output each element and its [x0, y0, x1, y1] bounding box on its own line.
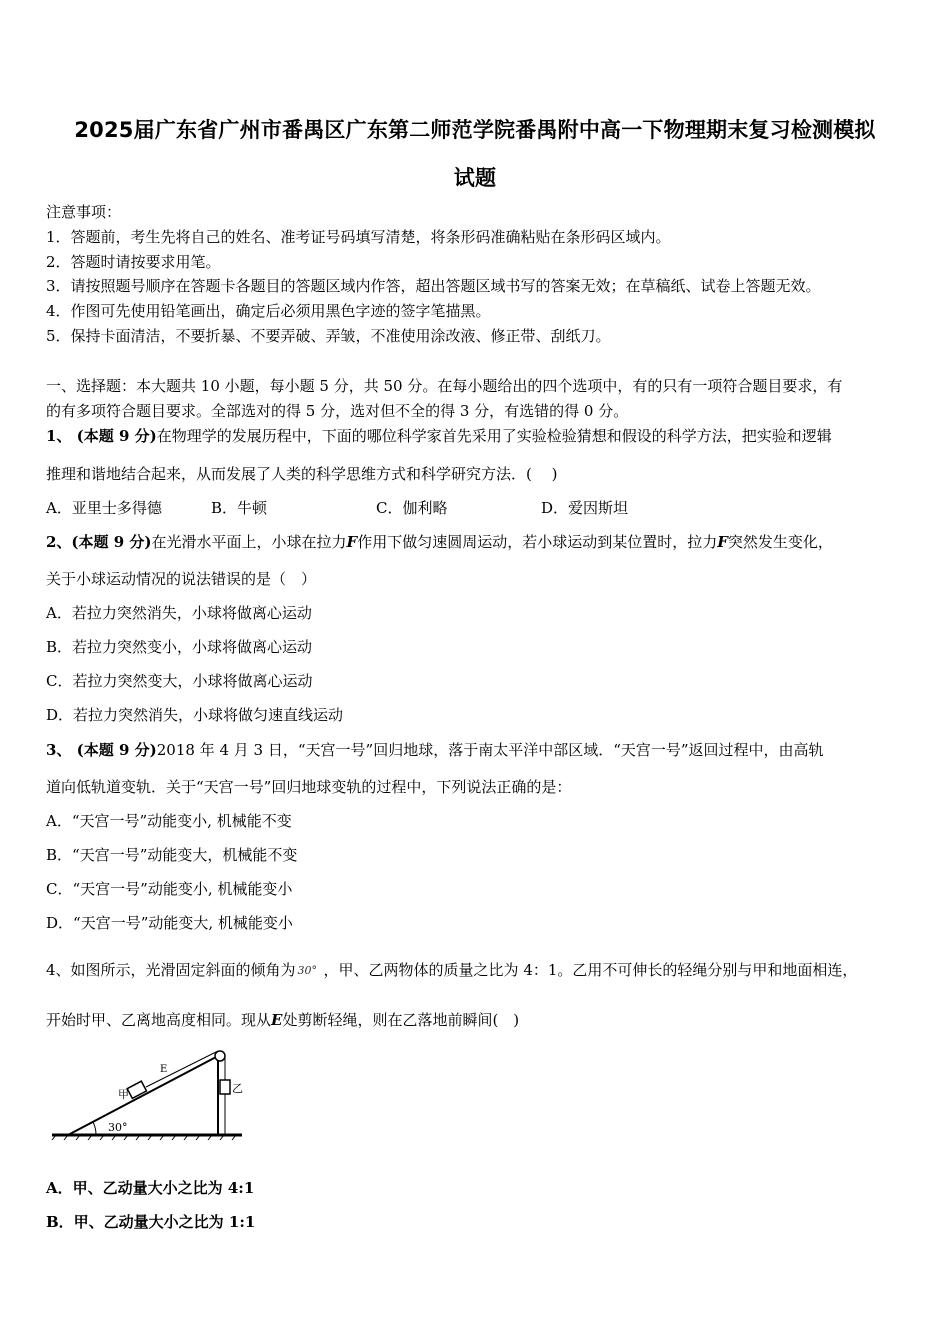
- option-b-text: B．甲、乙动量大小之比为 1:1: [46, 1213, 256, 1231]
- notice-heading: 注意事项：: [46, 203, 122, 221]
- question-2-stem-continued: 关于小球运动情况的说法错误的是（ ）: [46, 570, 317, 588]
- question-2-stem: 突然发生变化，: [727, 533, 833, 551]
- page-title-continued: 试题: [453, 166, 497, 190]
- incline-surface: [68, 1056, 218, 1135]
- incline-diagram: [46, 1044, 246, 1144]
- option-d: D．“天宫一号”动能变大, 机械能变小: [46, 914, 293, 932]
- option-d: D．爱因斯坦: [541, 499, 629, 517]
- option-b: B．若拉力突然变小，小球将做离心运动: [46, 638, 313, 656]
- question-4: [46, 960, 857, 980]
- cut-point-symbol: E: [271, 1011, 283, 1029]
- force-symbol: F: [717, 533, 728, 551]
- question-1-options: [46, 498, 628, 518]
- notice-item: 1．答题前，考生先将自己的姓名、准考证号码填写清楚，将条形码准确粘贴在条形码区域内。: [46, 228, 671, 246]
- question-1-stem: 在物理学的发展历程中，下面的哪位科学家首先采用了实验检验猜想和假设的科学方法，把实验和逻辑: [156, 427, 832, 445]
- label-jia: 甲: [118, 1088, 129, 1101]
- question-4-stem: 4、如图所示，光滑固定斜面的倾角为: [46, 961, 296, 979]
- question-1-prefix: 1、 (本题 9 分): [46, 427, 157, 445]
- option-a: A．若拉力突然消失，小球将做离心运动: [46, 604, 312, 622]
- section-intro-continued: 的有多项符合题目要求。全部选对的得 5 分，选对但不全的得 3 分，有选错的得 0 分。: [46, 402, 629, 420]
- notice-item: 4．作图可先使用铅笔画出，确定后必须用黑色字迹的签字笔描黑。: [46, 302, 491, 320]
- notice-item: 2．答题时请按要求用笔。: [46, 253, 221, 271]
- option-b: [46, 1212, 255, 1232]
- notice-item: 3．请按照题号顺序在答题卡各题目的答题区域内作答，超出答题区域书写的答案无效；在草稿纸、试卷上答题无效。: [46, 277, 821, 295]
- question-2-stem: 在光滑水平面上，小球在拉力: [151, 533, 347, 551]
- question-1-stem-continued: 推理和谐地结合起来，从而发展了人类的科学思维方式和科学研究方法．( ): [46, 465, 558, 483]
- angle-label: 30°: [297, 964, 318, 977]
- option-c: C．“天宫一号”动能变小, 机械能变小: [46, 880, 293, 898]
- angle-label: 30°: [108, 1121, 128, 1134]
- page-title: 2025届广东省广州市番禺区广东第二师范学院番禺附中高一下物理期末复习检测模拟: [74, 118, 876, 142]
- option-a: [46, 1178, 254, 1198]
- question-2: [46, 532, 833, 552]
- option-a-text: A．甲、乙动量大小之比为 4:1: [46, 1179, 255, 1197]
- question-4-stem: ，甲、乙两物体的质量之比为 4：1。乙用不可伸长的轻绳分别与甲和地面相连，: [323, 961, 858, 979]
- option-a: A．亚里士多得德: [46, 499, 162, 517]
- label-e: E: [160, 1064, 168, 1075]
- question-3-stem: 2018 年 4 月 3 日，“天宫一号”回归地球，落于南太平洋中部区域．“天宫一号”返回过程中，由高轨: [156, 741, 824, 759]
- question-1: [46, 426, 832, 446]
- question-2-stem: 作用下做匀速圆周运动，若小球运动到某位置时，拉力: [357, 533, 718, 551]
- angle-arc: [93, 1122, 96, 1135]
- option-b: B．“天宫一号”动能变大，机械能不变: [46, 846, 298, 864]
- question-4-stem-continued: [46, 1010, 519, 1030]
- question-4-stem: 处剪断轻绳，则在乙落地前瞬间( ): [282, 1011, 520, 1029]
- option-b: B．牛顿: [211, 499, 268, 517]
- option-d: D．若拉力突然消失，小球将做匀速直线运动: [46, 706, 344, 724]
- notice-item: 5．保持卡面清洁，不要折暴、不要弄破、弄皱，不准使用涂改液、修正带、刮纸刀。: [46, 327, 611, 345]
- question-4-stem: 开始时甲、乙离地高度相同。现从: [46, 1011, 272, 1029]
- section-intro: 一、选择题：本大题共 10 小题，每小题 5 分，共 50 分。在每小题给出的四个选项中，有的只有一项符合题目要求，有: [46, 377, 843, 395]
- pulley: [215, 1051, 225, 1061]
- question-2-prefix: 2、(本题 9 分): [46, 533, 152, 551]
- option-c: C．若拉力突然变大，小球将做离心运动: [46, 672, 313, 690]
- label-yi: 乙: [232, 1082, 243, 1095]
- question-3-prefix: 3、 (本题 9 分): [46, 741, 157, 759]
- option-a: A．“天宫一号”动能变小, 机械能不变: [46, 812, 292, 830]
- option-c: C．伽利略: [376, 499, 448, 517]
- question-3-stem-continued: 道向低轨道变轨．关于“天宫一号”回归地球变轨的过程中，下列说法正确的是：: [46, 778, 572, 796]
- block-yi: [220, 1080, 230, 1094]
- force-symbol: F: [346, 533, 358, 551]
- rope-upper: [146, 1051, 218, 1087]
- question-3: [46, 740, 824, 760]
